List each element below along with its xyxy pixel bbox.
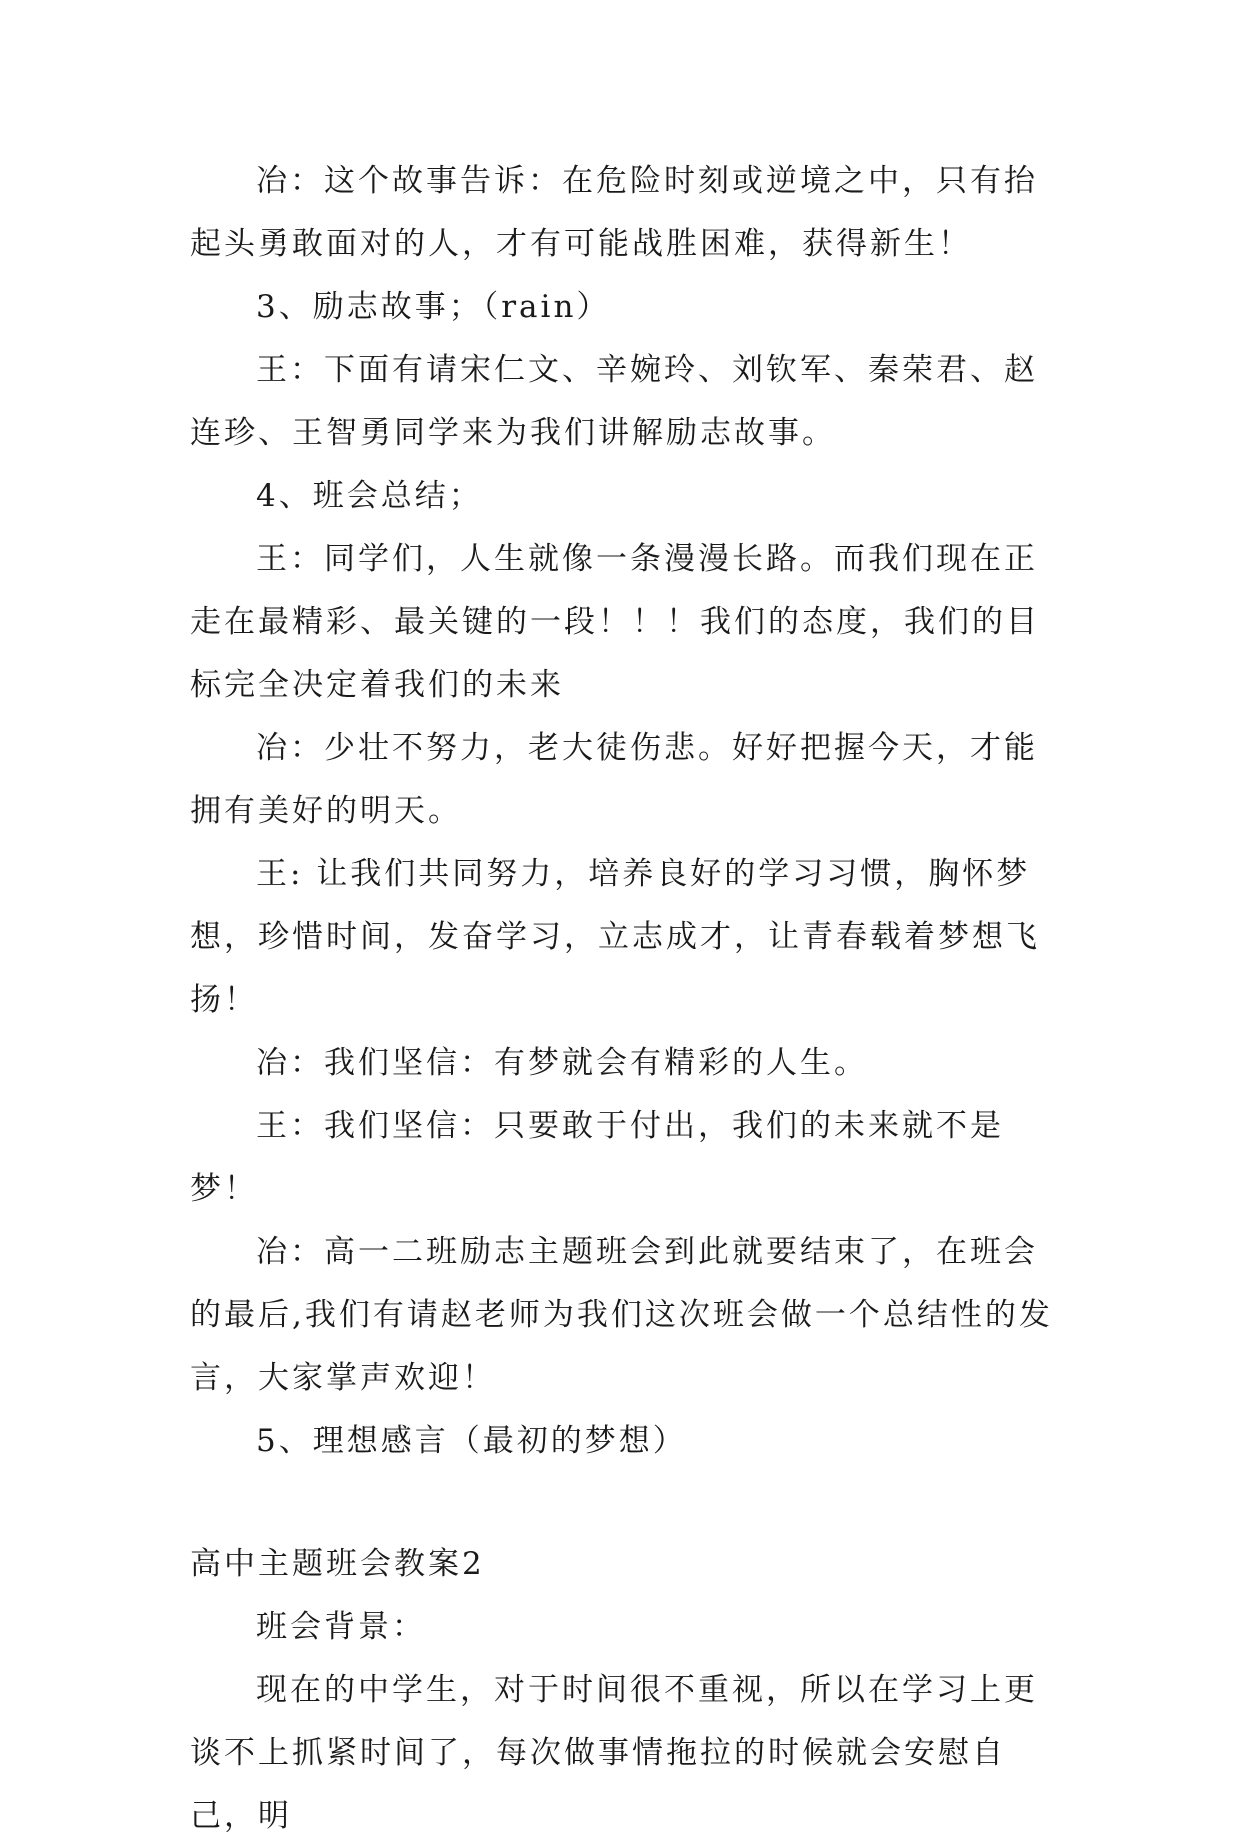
document-body — [190, 150, 1060, 1848]
section-paragraph-2: 现在的中学生，对于时间很不重视，所以在学习上更谈不上抓紧时间了，每次做事情拖拉的时候就会安慰自己，明 — [190, 1672, 1038, 1834]
paragraph-4: 4、班会总结； — [256, 478, 483, 514]
paragraph-5: 王：同学们，人生就像一条漫漫长路。而我们现在正走在最精彩、最关键的一段！！！我们的态度，我们的目标完全决定着我们的未来 — [190, 541, 1040, 703]
paragraph-3: 王：下面有请宋仁文、辛婉玲、刘钦军、秦荣君、赵连珍、王智勇同学来为我们讲解励志故事。 — [190, 352, 1038, 451]
paragraph-10: 冶：高一二班励志主题班会到此就要结束了，在班会的最后,我们有请赵老师为我们这次班会做一个总结性的发言，大家掌声欢迎！ — [190, 1234, 1053, 1396]
section-spacer — [190, 1473, 1060, 1533]
section-title: 高中主题班会教案2 — [190, 1546, 485, 1582]
paragraph-2: 3、励志故事；（rain） — [256, 289, 611, 325]
paragraph-9: 王：我们坚信：只要敢于付出，我们的未来就不是梦！ — [190, 1108, 1004, 1207]
paragraph-1: 冶：这个故事告诉：在危险时刻或逆境之中，只有抬起头勇敢面对的人，才有可能战胜困难，获得新生！ — [190, 163, 1038, 262]
paragraph-7: 王: 让我们共同努力，培养良好的学习习惯，胸怀梦想，珍惜时间，发奋学习，立志成才，让青春载着梦想飞扬！ — [190, 856, 1040, 1018]
paragraph-6: 冶：少壮不努力，老大徒伤悲。好好把握今天，才能拥有美好的明天。 — [190, 730, 1038, 829]
paragraph-8: 冶：我们坚信：有梦就会有精彩的人生。 — [256, 1045, 868, 1081]
section-paragraph-1: 班会背景： — [256, 1609, 426, 1645]
paragraph-11: 5、理想感言（最初的梦想） — [256, 1423, 687, 1459]
